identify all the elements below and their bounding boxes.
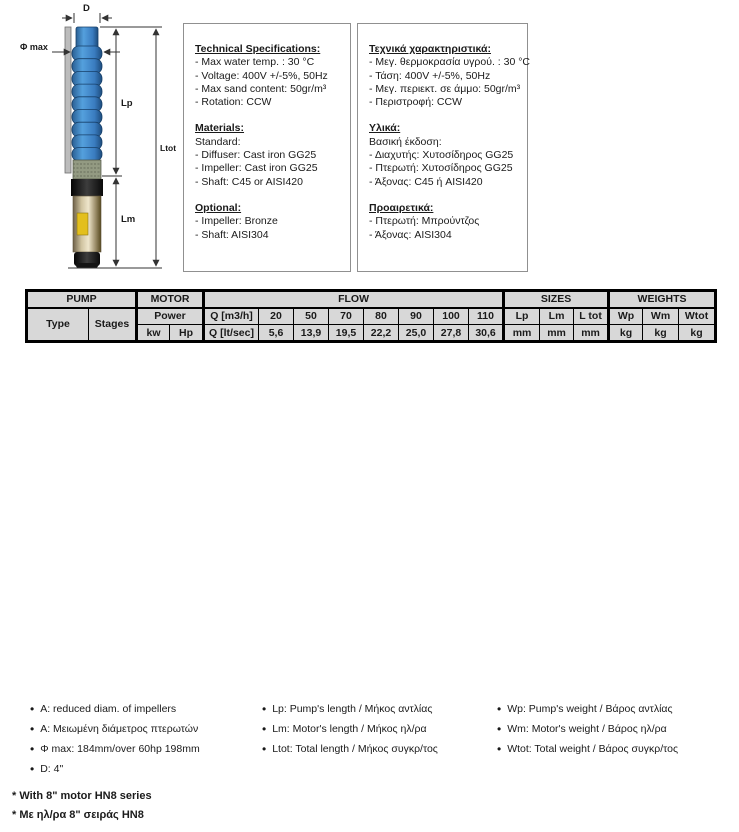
unit-flow: 19,5 [329, 325, 364, 342]
spec-line: - Διαχυτής: Χυτοσίδηρος GG25 [369, 149, 514, 162]
col-type: Type [27, 308, 89, 342]
spec-line: - Πτερωτή: Μπρούντζος [369, 215, 480, 228]
footnotes-column-2 [262, 703, 438, 763]
spec-title: Technical Specifications: [195, 43, 321, 55]
unit-flow: 25,0 [399, 325, 434, 342]
unit-flow: 5,6 [259, 325, 294, 342]
unit-kg: kg [609, 325, 643, 342]
footnote-item [262, 703, 438, 715]
footnotes-column-3 [497, 703, 678, 763]
col-q-m3h: Q [m3/h] [204, 308, 259, 325]
footnote-text: D: 4" [40, 763, 64, 775]
spec-line: Βασική έκδοση: [369, 135, 442, 148]
spec-title: Optional: [195, 201, 242, 214]
group-flow: FLOW [204, 291, 504, 308]
unit-flow: 27,8 [434, 325, 469, 342]
col-flow: 20 [259, 308, 294, 325]
spec-line: Standard: [195, 135, 241, 148]
unit-kw: kw [137, 325, 170, 342]
spec-line: - Max sand content: 50gr/m³ [195, 82, 327, 95]
dim-d-label: D [83, 3, 90, 14]
pump-strainer [73, 160, 101, 179]
col-flow: 100 [434, 308, 469, 325]
footnote-item [497, 703, 678, 715]
footnote-text: Wm: Motor's weight / Βάρος ηλ/ρα [507, 723, 667, 735]
footnote-text: Lp: Pump's length / Μήκος αντλίας [272, 703, 433, 715]
footnotes-column-1 [30, 703, 200, 783]
col-wtot: Wtot [679, 308, 716, 325]
dim-phi-max-label: Φ max [20, 42, 48, 52]
col-flow: 70 [329, 308, 364, 325]
pump-bowl-stack [72, 27, 102, 161]
footnote-text: A: Μειωμένη διάμετρος πτερωτών [40, 723, 199, 735]
spec-box-english [183, 23, 351, 272]
header-group-row [27, 291, 716, 308]
pump-coupling [71, 179, 103, 196]
header-label-row [27, 308, 716, 325]
motor-label [77, 213, 88, 235]
pump-bottom-cap [74, 252, 100, 268]
dim-lp-label: Lp [121, 98, 133, 109]
unit-hp: Hp [170, 325, 204, 342]
spec-line: - Rotation: CCW [195, 96, 272, 109]
footnote-item [30, 743, 200, 755]
footnote-text: Φ max: 184mm/over 60hp 198mm [40, 743, 200, 755]
spec-line: - Άξονας: C45 ή AISI420 [369, 175, 483, 188]
group-sizes: SIZES [504, 291, 609, 308]
col-lm: Lm [540, 308, 574, 325]
spec-title: Προαιρετικά: [369, 201, 434, 214]
pump-figure [10, 0, 180, 285]
group-motor: MOTOR [137, 291, 204, 308]
col-flow: 110 [469, 308, 504, 325]
unit-flow: 13,9 [294, 325, 329, 342]
footnote-item [30, 723, 200, 735]
asterisk-note: * Με ηλ/ρα 8" σειράς HN8 [12, 809, 144, 821]
unit-mm: mm [504, 325, 540, 342]
footnote-item [262, 743, 438, 755]
col-flow: 80 [364, 308, 399, 325]
spec-title: Materials: [195, 122, 245, 135]
unit-mm: mm [574, 325, 609, 342]
unit-kg: kg [643, 325, 679, 342]
spec-title: Τεχνικά χαρακτηριστικά: [369, 43, 491, 55]
spec-line: - Impeller: Cast iron GG25 [195, 162, 318, 175]
footnote-text: Ltot: Total length / Μήκος συγκρ/τος [272, 743, 438, 755]
footnote-text: A: reduced diam. of impellers [40, 703, 177, 715]
spec-line: - Άξονας: AISI304 [369, 228, 452, 241]
footnote-item [497, 723, 678, 735]
pump-data-table [25, 289, 717, 343]
col-q-ltsec: Q [lt/sec] [204, 325, 259, 342]
spec-line: - Voltage: 400V +/-5%, 50Hz [195, 69, 328, 82]
dim-lm-label: Lm [121, 214, 136, 225]
footnote-item [497, 743, 678, 755]
spec-line: - Μεγ. θερμοκρασία υγρού. : 30 °C [369, 56, 530, 69]
footnote-text: Wp: Pump's weight / Βάρος αντλίας [507, 703, 673, 715]
footnote-item [262, 723, 438, 735]
col-lp: Lp [504, 308, 540, 325]
footnote-item [30, 703, 200, 715]
spec-title: Υλικά: [369, 122, 401, 135]
spec-line: - Impeller: Bronze [195, 215, 278, 228]
spec-line: - Τάση: 400V +/-5%, 50Hz [369, 69, 491, 82]
spec-line: - Περιστροφή: CCW [369, 96, 462, 109]
pump-motor [73, 196, 101, 252]
group-weights: WEIGHTS [609, 291, 716, 308]
spec-box-greek [357, 23, 528, 272]
spec-line: - Diffuser: Cast iron GG25 [195, 149, 317, 162]
footnote-text: Wtot: Total weight / Βάρος συγκρ/τος [507, 743, 679, 755]
asterisk-note: * With 8" motor HN8 series [12, 790, 152, 802]
col-flow: 90 [399, 308, 434, 325]
spec-line: - Μεγ. περιεκτ. σε άμμο: 50gr/m³ [369, 82, 521, 95]
asterisk-notes [12, 787, 152, 825]
col-power: Power [137, 308, 204, 325]
unit-flow: 30,6 [469, 325, 504, 342]
pump-cable-guard [65, 27, 71, 173]
footnote-text: Lm: Motor's length / Μήκος ηλ/ρα [272, 723, 427, 735]
spec-line: - Πτερωτή: Χυτοσίδηρος GG25 [369, 162, 513, 175]
col-wm: Wm [643, 308, 679, 325]
footnote-item [30, 763, 200, 775]
col-stages: Stages [89, 308, 137, 342]
dim-ltot-label: Ltot [160, 143, 177, 153]
spec-line: - Max water temp. : 30 °C [195, 56, 315, 69]
spec-line: - Shaft: AISI304 [195, 228, 269, 241]
spec-line: - Shaft: C45 or AISI420 [195, 175, 303, 188]
group-pump: PUMP [27, 291, 137, 308]
col-flow: 50 [294, 308, 329, 325]
unit-kg: kg [679, 325, 716, 342]
col-wp: Wp [609, 308, 643, 325]
unit-mm: mm [540, 325, 574, 342]
unit-flow: 22,2 [364, 325, 399, 342]
col-ltot: L tot [574, 308, 609, 325]
